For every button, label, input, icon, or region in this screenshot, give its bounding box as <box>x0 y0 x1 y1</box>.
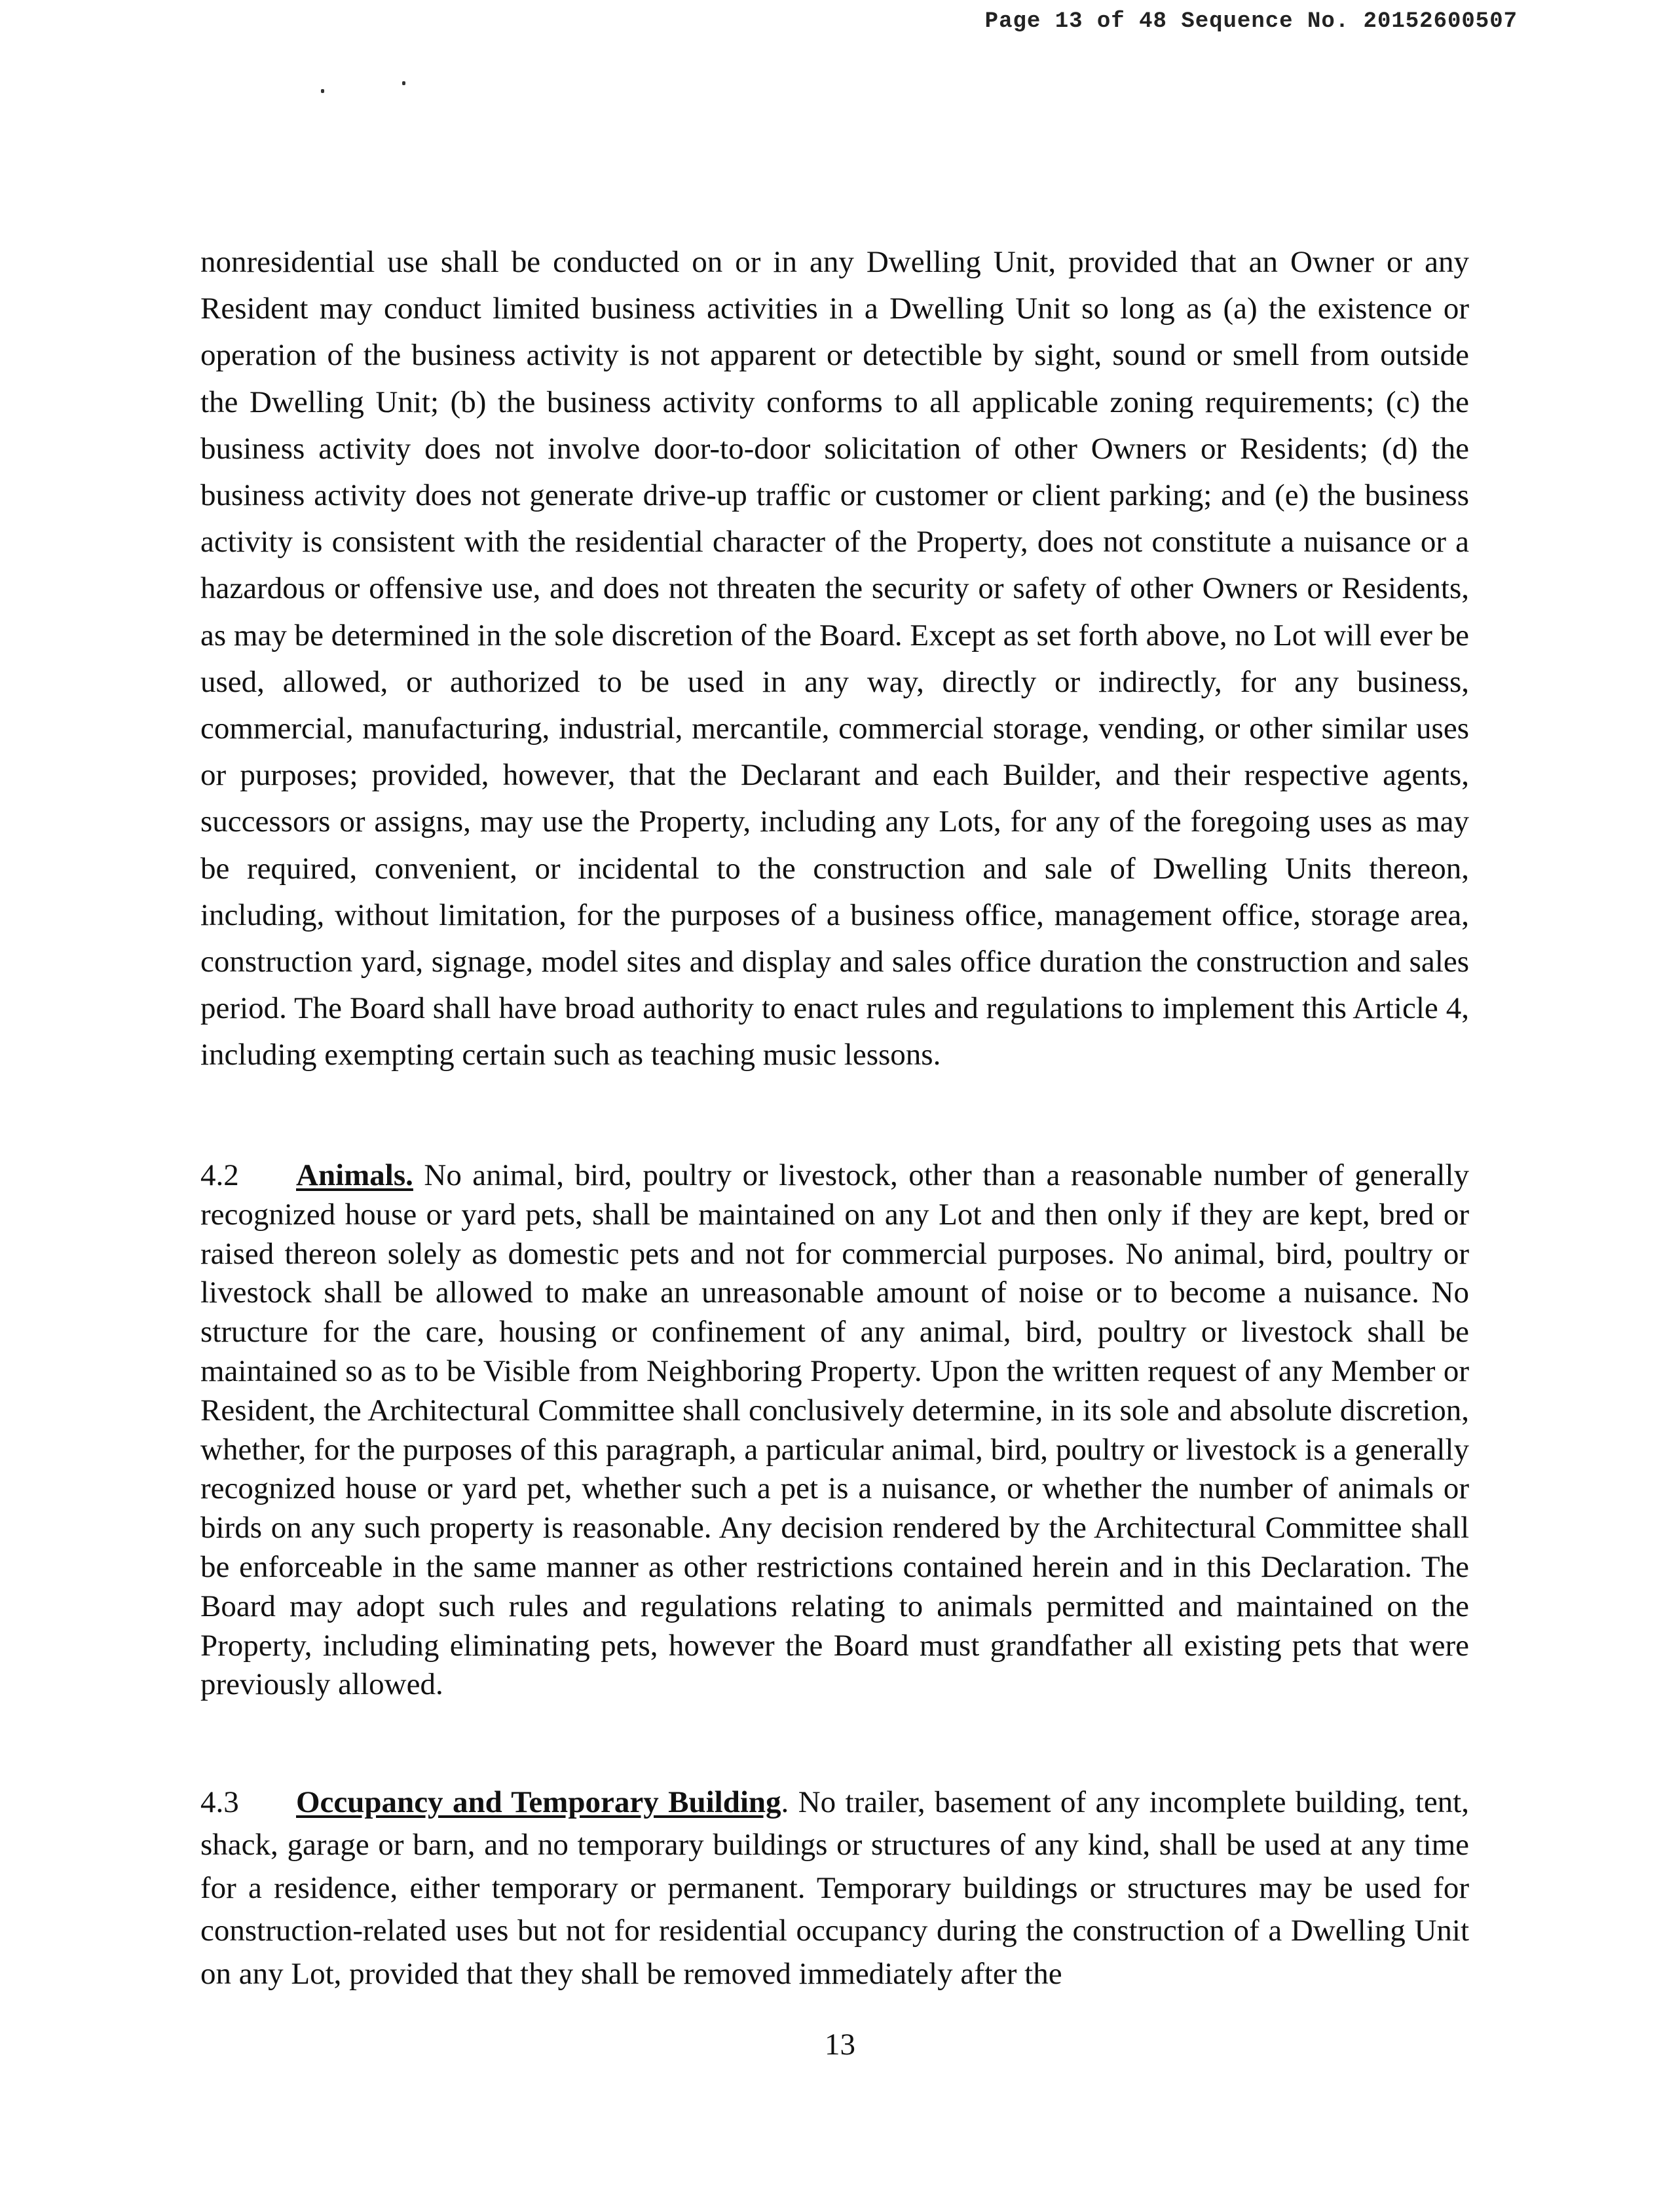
section-4-2-animals <box>200 1156 1469 1705</box>
scan-speck <box>321 89 324 93</box>
section-4-3-occupancy <box>200 1781 1469 1995</box>
section-number: 4.3 <box>200 1785 239 1819</box>
section-number: 4.2 <box>200 1158 239 1192</box>
section-title: Occupancy and Temporary Building <box>296 1785 781 1819</box>
scan-speck <box>402 81 405 85</box>
section-text: No animal, bird, poultry or livestock, other than a reasonable number of generally recognized house or yard pets, shall be maintained on any Lot and then only if they are kept, bred or raised thereon solely as domestic pets and not for commercial purposes. No animal, bird, poultry or livestock shall be allowed to make an unreasonable amount of noise or to become a nuisance. No structure for the care, housing or confinement of any animal, bird, poultry or livestock shall be maintained so as to be Visible from Neighboring Property. Upon the written request of any Member or Resident, the Architectural Committee shall conclusively determine, in its sole and absolute discretion, whether, for the purposes of this paragraph, a particular animal, bird, poultry or livestock is a generally recognized house or yard pet, whether such a pet is a nuisance, or whether the number of animals or birds on any such property is reasonable. Any decision rendered by the Architectural Committee shall be enforceable in the same manner as other restrictions contained herein and in this Declaration. The Board may adopt such rules and regulations relating to animals permitted and maintained on the Property, including eliminating pets, however the Board must grandfather all existing pets that were previously allowed. <box>200 1158 1469 1702</box>
page-number: 13 <box>825 2028 855 2062</box>
section-text: . No trailer, basement of any incomplete building, tent, shack, garage or barn, and no temporary buildings or structures of any kind, shall be used at any time for a residence, either temporary or permanent. Temporary buildings or structures may be used for construction-related uses but not for residential occupancy during the construction of a Dwelling Unit on any Lot, provided that they shall be removed immediately after the <box>200 1785 1469 1991</box>
section-title: Animals. <box>296 1158 413 1192</box>
paragraph-continuation: nonresidential use shall be conducted on or in any Dwelling Unit, provided that an Owner or any Resident may conduct limited business activities in a Dwelling Unit so long as (a) the existence or operation of the business activity is not apparent or detectible by sight, sound or smell from outside the Dwelling Unit; (b) the business activity conforms to all applicable zoning requirements; (c) the business activity does not involve door-to-door solicitation of other Owners or Residents; (d) the business activity does not generate drive-up traffic or customer or client parking; and (e) the business activity is consistent with the residential character of the Property, does not constitute a nuisance or a hazardous or offensive use, and does not threaten the security or safety of other Owners or Residents, as may be determined in the sole discretion of the Board. Except as set forth above, no Lot will ever be used, allowed, or authorized to be used in any way, directly or indirectly, for any business, commercial, manufacturing, industrial, mercantile, commercial storage, vending, or other similar uses or purposes; provided, however, that the Declarant and each Builder, and their respective agents, successors or assigns, may use the Property, including any Lots, for any of the foregoing uses as may be required, convenient, or incidental to the construction and sale of Dwelling Units thereon, including, without limitation, for the purposes of a business office, management office, storage area, construction yard, signage, model sites and display and sales office duration the construction and sales period. The Board shall have broad authority to enact rules and regulations to implement this Article 4, including exempting certain such as teaching music lessons. <box>200 245 1469 1072</box>
page-header: Page 13 of 48 Sequence No. 20152600507 <box>984 9 1518 34</box>
